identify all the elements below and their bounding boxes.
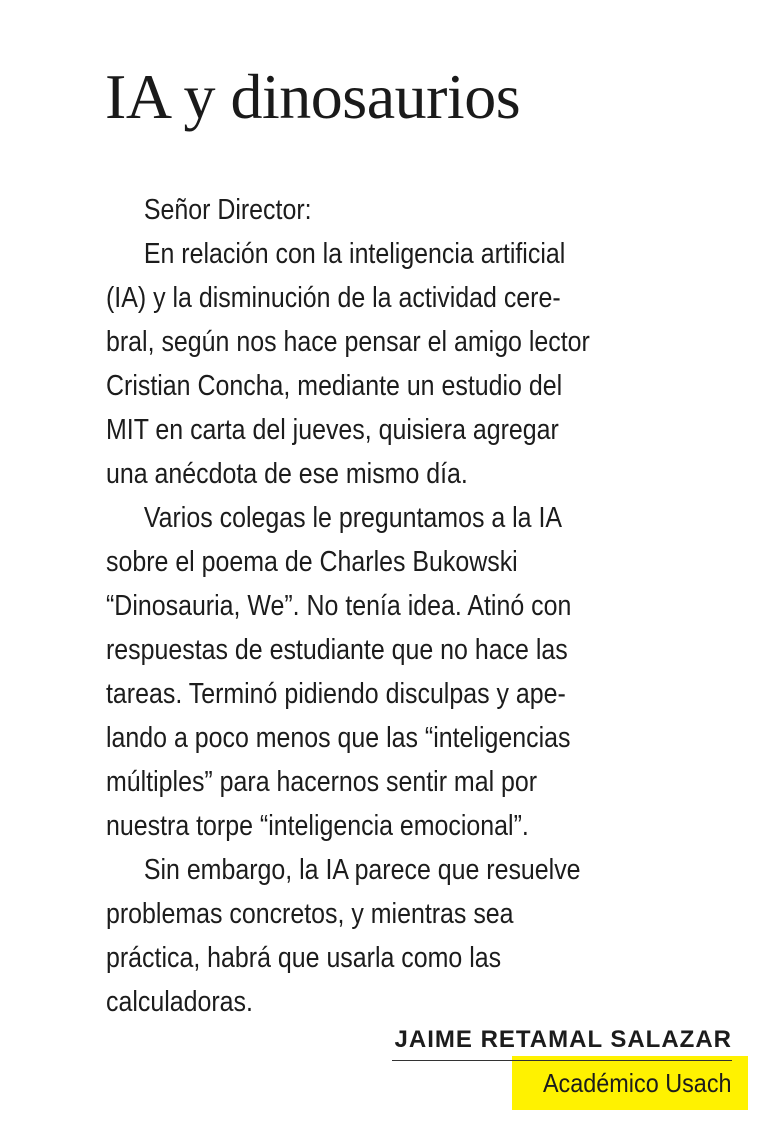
letter-body (106, 188, 731, 1024)
author-name: JAIME RETAMAL SALAZAR (394, 1026, 732, 1053)
body-line: una anécdota de ese mismo día. (106, 458, 468, 490)
body-line: tareas. Terminó pidiendo disculpas y ape- (106, 678, 566, 710)
signature-divider (392, 1060, 732, 1061)
body-line: respuestas de estudiante que no hace las (106, 634, 568, 666)
body-line: múltiples” para hacernos sentir mal por (106, 766, 538, 798)
body-line: Varios colegas le preguntamos a la IA (143, 502, 563, 534)
author-affiliation: Académico Usach (543, 1068, 732, 1098)
body-line: MIT en carta del jueves, quisiera agregar (106, 414, 559, 446)
body-line: problemas concretos, y mientras sea (106, 898, 514, 930)
body-line: calculadoras. (106, 986, 253, 1018)
body-line: nuestra torpe “inteligencia emocional”. (106, 810, 529, 842)
body-line: Sin embargo, la IA parece que resuelve (143, 854, 581, 886)
body-line: lando a poco menos que las “inteligencias (106, 722, 571, 754)
body-line: En relación con la inteligencia artificial (143, 238, 566, 270)
body-line: práctica, habrá que usarla como las (106, 942, 502, 974)
body-line: “Dinosauria, We”. No tenía idea. Atinó con (106, 590, 572, 622)
letter-title: IA y dinosaurios (105, 61, 521, 132)
body-line: (IA) y la disminución de la actividad cere- (106, 282, 561, 314)
salutation-line: Señor Director: (143, 194, 312, 226)
body-line: bral, según nos hace pensar el amigo lector (106, 326, 590, 358)
body-line: Cristian Concha, mediante un estudio del (106, 370, 563, 402)
body-line: sobre el poema de Charles Bukowski (106, 546, 518, 578)
